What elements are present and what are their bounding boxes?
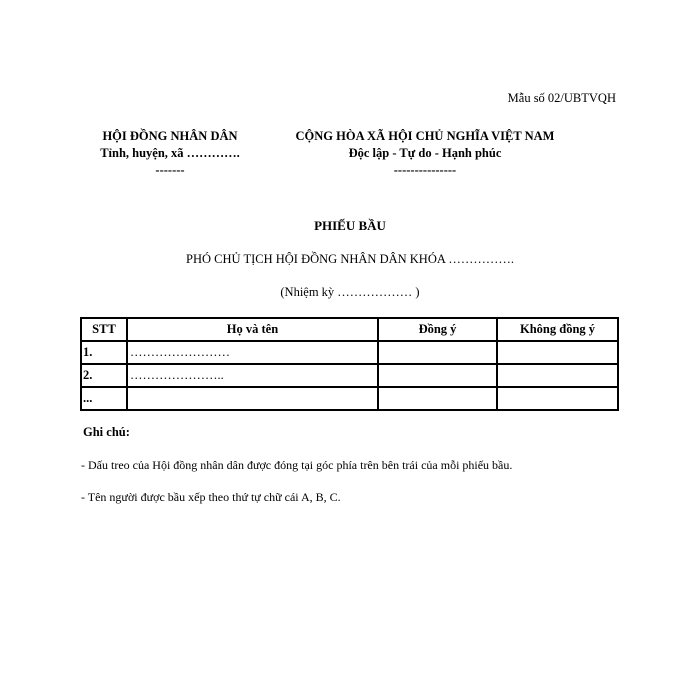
- table-row: [81, 341, 618, 364]
- ballot-title: PHIẾU BẦU: [314, 218, 386, 233]
- column-header-disagree: Không đồng ý: [497, 318, 618, 341]
- issuing-authority-header: [80, 128, 260, 179]
- note-item: - Dấu treo của Hội đồng nhân dân được đóng tại góc phía trên bên trái của mỗi phiếu bầu.: [81, 458, 513, 472]
- disagree-cell[interactable]: [497, 364, 618, 387]
- column-header-name: Họ và tên: [127, 318, 378, 341]
- country-name: CỘNG HÒA XÃ HỘI CHỦ NGHĨA VIỆT NAM: [295, 129, 555, 143]
- agree-cell[interactable]: [378, 364, 497, 387]
- note-item: - Tên người được bầu xếp theo thứ tự chữ cái A, B, C.: [81, 490, 341, 504]
- form-code: Mẫu số 02/UBTVQH: [507, 91, 616, 105]
- authority-rule: -------: [155, 163, 185, 177]
- national-header: [270, 128, 580, 179]
- term-line: (Nhiệm kỳ ……………… ): [280, 285, 420, 299]
- row-number: 1.: [81, 341, 127, 364]
- motto-rule: ---------------: [393, 163, 457, 177]
- national-motto: Độc lập - Tự do - Hạnh phúc: [348, 146, 502, 160]
- disagree-cell[interactable]: [497, 387, 618, 410]
- notes-label: Ghi chú:: [83, 425, 130, 439]
- agree-cell[interactable]: [378, 387, 497, 410]
- row-number: ...: [81, 387, 127, 410]
- authority-name: HỘI ĐỒNG NHÂN DÂN: [102, 129, 238, 143]
- table-row: [81, 364, 618, 387]
- table-row: [81, 387, 618, 410]
- column-header-stt: STT: [81, 318, 127, 341]
- candidate-name[interactable]: …………………..: [127, 364, 378, 387]
- agree-cell[interactable]: [378, 341, 497, 364]
- disagree-cell[interactable]: [497, 341, 618, 364]
- authority-location: Tỉnh, huyện, xã ………….: [100, 146, 240, 160]
- ballot-table: [80, 317, 619, 411]
- ballot-subtitle: PHÓ CHỦ TỊCH HỘI ĐỒNG NHÂN DÂN KHÓA …………….: [186, 252, 514, 266]
- column-header-agree: Đồng ý: [378, 318, 497, 341]
- row-number: 2.: [81, 364, 127, 387]
- table-header-row: [81, 318, 618, 341]
- candidate-name[interactable]: ……………………: [127, 341, 378, 364]
- candidate-name[interactable]: [127, 387, 378, 410]
